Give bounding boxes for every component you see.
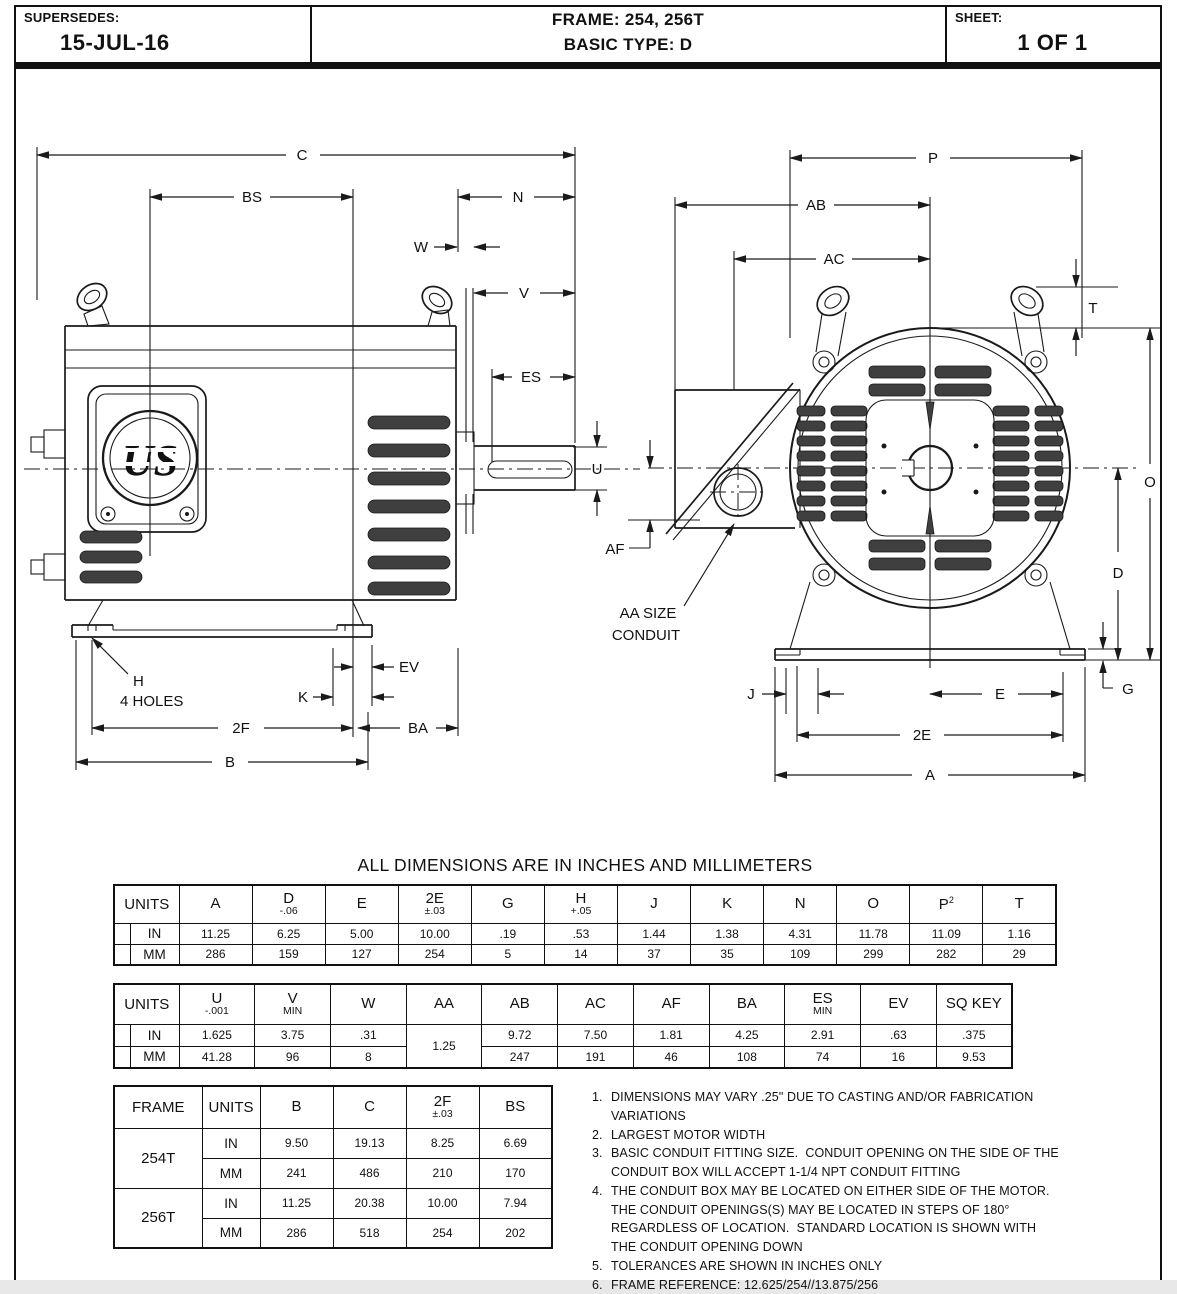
table-cell: .53 <box>544 923 617 944</box>
table-cell: 241 <box>260 1158 333 1188</box>
dim-label-h-note: 4 HOLES <box>120 693 183 710</box>
front-dimensions <box>605 150 1160 784</box>
table-cell: .31 <box>330 1024 406 1046</box>
foot-boss-right <box>1025 564 1047 586</box>
conduit-box <box>666 383 800 540</box>
t2-col: AC <box>558 984 634 1024</box>
table-cell: 19.13 <box>333 1128 406 1158</box>
note-number: 1. <box>592 1088 611 1126</box>
table-cell: 1.38 <box>691 923 764 944</box>
t3-units-header: UNITS <box>202 1086 260 1128</box>
table-cell: 16 <box>860 1046 936 1068</box>
dimension-table-2 <box>113 983 1013 1069</box>
note-2 <box>592 1126 1060 1145</box>
lifting-eye-right <box>1006 281 1049 373</box>
t3-row-in: IN <box>202 1188 260 1218</box>
shaft-side <box>456 432 575 504</box>
t2-aa-merged-cell: 1.25 <box>406 1024 482 1068</box>
dim-label-j: J <box>747 686 755 703</box>
note-number: 5. <box>592 1257 611 1276</box>
dim-label-2f: 2F <box>232 720 250 737</box>
dim-label-aa-2: CONDUIT <box>612 627 680 644</box>
t1-col: N <box>764 885 837 923</box>
note-text: TOLERANCES ARE SHOWN IN INCHES ONLY <box>611 1257 1060 1276</box>
table-cell: 1.16 <box>983 923 1056 944</box>
dim-label-o: O <box>1144 474 1156 491</box>
dimensions-title: ALL DIMENSIONS ARE IN INCHES AND MILLIMETERS <box>113 855 1057 876</box>
supersedes-date: 15-JUL-16 <box>60 30 170 56</box>
dim-label-u: U <box>592 461 603 478</box>
t2-col: W <box>330 984 406 1024</box>
table-cell: 286 <box>179 944 252 965</box>
table-cell: 37 <box>617 944 690 965</box>
side-view <box>24 147 640 771</box>
table-cell: 2.91 <box>785 1024 861 1046</box>
t2-row-mm: MM <box>130 1046 179 1068</box>
engineering-drawing <box>14 70 1162 850</box>
dim-label-ev: EV <box>399 659 419 676</box>
t2-col: ES MIN <box>785 984 861 1024</box>
t3-col: BS <box>479 1086 552 1128</box>
table-cell: 29 <box>983 944 1056 965</box>
mounting-base-side <box>72 600 372 637</box>
front-fins-left <box>797 406 867 521</box>
note-number: 6. <box>592 1276 611 1294</box>
t1-col: J <box>617 885 690 923</box>
note-4 <box>592 1182 1060 1257</box>
table-cell: 41.28 <box>179 1046 255 1068</box>
note-text: THE CONDUIT BOX MAY BE LOCATED ON EITHER SIDE OF THE MOTOR. THE CONDUIT OPENINGS(S) MAY BE LOCATED IN STEPS OF 180° REGARDLESS OF LOCATION. STANDARD LOCATION IS SHOWN WITH THE CONDUIT OPENING DOWN <box>611 1182 1060 1257</box>
t3-row-mm: MM <box>202 1218 260 1248</box>
eye-bolt-left <box>72 278 112 326</box>
t3-col: 2F ±.03 <box>406 1086 479 1128</box>
table-cell: 486 <box>333 1158 406 1188</box>
table-cell: 254 <box>398 944 471 965</box>
t2-stub <box>114 1024 130 1046</box>
note-text: BASIC CONDUIT FITTING SIZE. CONDUIT OPENING ON THE SIDE OF THE CONDUIT BOX WILL ACCEPT 1-1/4 NPT CONDUIT FITTING <box>611 1144 1060 1182</box>
dim-label-ba: BA <box>408 720 428 737</box>
lifting-eye-left <box>812 281 855 373</box>
note-number: 2. <box>592 1126 611 1145</box>
t1-col: T <box>983 885 1056 923</box>
dim-label-p: P <box>928 150 938 167</box>
table-cell: 518 <box>333 1218 406 1248</box>
sheet-number: 1 OF 1 <box>955 30 1150 56</box>
t1-col: H +.05 <box>544 885 617 923</box>
table-cell: .63 <box>860 1024 936 1046</box>
table-cell: 247 <box>482 1046 558 1068</box>
t3-frame-256t: 256T <box>114 1188 202 1248</box>
dim-label-bs: BS <box>242 189 262 206</box>
t3-frame-header: FRAME <box>114 1086 202 1128</box>
dim-label-c: C <box>297 147 308 164</box>
t2-col: EV <box>860 984 936 1024</box>
t2-col: AA <box>406 984 482 1024</box>
table-cell: 20.38 <box>333 1188 406 1218</box>
t2-units-header: UNITS <box>114 984 179 1024</box>
table-cell: 11.25 <box>179 923 252 944</box>
table-cell: 109 <box>764 944 837 965</box>
t3-frame-254t: 254T <box>114 1128 202 1188</box>
table-cell: 5.00 <box>325 923 398 944</box>
table-cell: 170 <box>479 1158 552 1188</box>
dim-label-e: E <box>995 686 1005 703</box>
dim-label-d: D <box>1113 565 1124 582</box>
header-basic-type: BASIC TYPE: D <box>312 35 944 55</box>
t3-row-mm: MM <box>202 1158 260 1188</box>
t1-stub <box>114 944 130 965</box>
note-text: DIMENSIONS MAY VARY .25" DUE TO CASTING AND/OR FABRICATION VARIATIONS <box>611 1088 1060 1126</box>
table-cell: 1.81 <box>633 1024 709 1046</box>
note-number: 3. <box>592 1144 611 1182</box>
table-cell: 9.53 <box>936 1046 1012 1068</box>
eye-bolt-right <box>417 281 457 326</box>
frame-table <box>113 1085 553 1249</box>
table-cell: 96 <box>255 1046 331 1068</box>
t2-col: V MIN <box>255 984 331 1024</box>
dim-label-af: AF <box>605 541 624 558</box>
table-cell: 210 <box>406 1158 479 1188</box>
conduit-plate <box>88 386 206 532</box>
table-cell: 191 <box>558 1046 634 1068</box>
table-cell: 35 <box>691 944 764 965</box>
note-5 <box>592 1257 1060 1276</box>
t2-col: U -.001 <box>179 984 255 1024</box>
dimension-table-1 <box>113 884 1057 966</box>
note-1 <box>592 1088 1060 1126</box>
t1-col: G <box>471 885 544 923</box>
t1-col: K <box>691 885 764 923</box>
table-cell: 1.44 <box>617 923 690 944</box>
header-frame: FRAME: 254, 256T <box>312 10 944 30</box>
dim-label-aa-1: AA SIZE <box>620 605 677 622</box>
dim-label-es: ES <box>521 369 541 386</box>
table-cell: 108 <box>709 1046 785 1068</box>
t1-row-mm: MM <box>130 944 179 965</box>
note-number: 4. <box>592 1182 611 1257</box>
table-cell: 1.625 <box>179 1024 255 1046</box>
table-cell: 202 <box>479 1218 552 1248</box>
table-cell: 74 <box>785 1046 861 1068</box>
t2-stub <box>114 1046 130 1068</box>
t1-col: D -.06 <box>252 885 325 923</box>
dim-label-t: T <box>1088 300 1097 317</box>
t1-stub <box>114 923 130 944</box>
note-3 <box>592 1144 1060 1182</box>
t1-units-header: UNITS <box>114 885 179 923</box>
table-cell: 14 <box>544 944 617 965</box>
table-cell: 10.00 <box>406 1188 479 1218</box>
table-cell: 299 <box>837 944 910 965</box>
table-cell: .375 <box>936 1024 1012 1046</box>
t2-col: BA <box>709 984 785 1024</box>
table-cell: 10.00 <box>398 923 471 944</box>
table-cell: 127 <box>325 944 398 965</box>
dim-label-b: B <box>225 754 235 771</box>
dim-label-v: V <box>519 285 529 302</box>
dim-label-h: H <box>133 673 144 690</box>
dim-label-2e: 2E <box>913 727 931 744</box>
sheet-label: SHEET: <box>955 10 1002 25</box>
t2-col: SQ KEY <box>936 984 1012 1024</box>
t2-col: AF <box>633 984 709 1024</box>
table-cell: 9.72 <box>482 1024 558 1046</box>
dim-label-g: G <box>1122 681 1134 698</box>
table-cell: 11.78 <box>837 923 910 944</box>
table-cell: 6.25 <box>252 923 325 944</box>
t1-col: $P^2$ <box>910 885 983 923</box>
t1-col: E <box>325 885 398 923</box>
dim-label-w: W <box>414 239 429 256</box>
header-divider-2 <box>945 5 947 62</box>
t3-col: C <box>333 1086 406 1128</box>
table-cell: .19 <box>471 923 544 944</box>
notes-list <box>592 1088 1060 1294</box>
table-cell: 4.31 <box>764 923 837 944</box>
table-cell: 5 <box>471 944 544 965</box>
table-cell: 254 <box>406 1218 479 1248</box>
note-text: FRAME REFERENCE: 12.625/254//13.875/256 <box>611 1276 1060 1294</box>
note-6 <box>592 1276 1060 1294</box>
table-cell: 46 <box>633 1046 709 1068</box>
t1-col: O <box>837 885 910 923</box>
foot-boss-left <box>813 564 835 586</box>
front-fins-right <box>993 406 1063 521</box>
table-cell: 9.50 <box>260 1128 333 1158</box>
t2-col: AB <box>482 984 558 1024</box>
t1-col: 2E ±.03 <box>398 885 471 923</box>
t3-row-in: IN <box>202 1128 260 1158</box>
frame-top <box>14 5 1162 7</box>
table-cell: 11.25 <box>260 1188 333 1218</box>
table-cell: 286 <box>260 1218 333 1248</box>
table-cell: 3.75 <box>255 1024 331 1046</box>
table-cell: 6.69 <box>479 1128 552 1158</box>
t2-row-in: IN <box>130 1024 179 1046</box>
table-cell: 282 <box>910 944 983 965</box>
table-cell: 8 <box>330 1046 406 1068</box>
table-cell: 7.50 <box>558 1024 634 1046</box>
t1-col: A <box>179 885 252 923</box>
front-view <box>605 150 1160 784</box>
table-cell: 4.25 <box>709 1024 785 1046</box>
logo-text: US <box>122 436 178 485</box>
dim-label-a: A <box>925 767 935 784</box>
t1-row-in: IN <box>130 923 179 944</box>
dim-label-k: K <box>298 689 308 706</box>
table-cell: 159 <box>252 944 325 965</box>
table-cell: 11.09 <box>910 923 983 944</box>
dim-label-ac: AC <box>824 251 845 268</box>
dim-label-n: N <box>513 189 524 206</box>
t3-col: B <box>260 1086 333 1128</box>
table-cell: 7.94 <box>479 1188 552 1218</box>
supersedes-label: SUPERSEDES: <box>24 10 119 25</box>
dim-label-ab: AB <box>806 197 826 214</box>
note-text: LARGEST MOTOR WIDTH <box>611 1126 1060 1145</box>
table-cell: 8.25 <box>406 1128 479 1158</box>
header-bottom-bar <box>14 62 1162 69</box>
